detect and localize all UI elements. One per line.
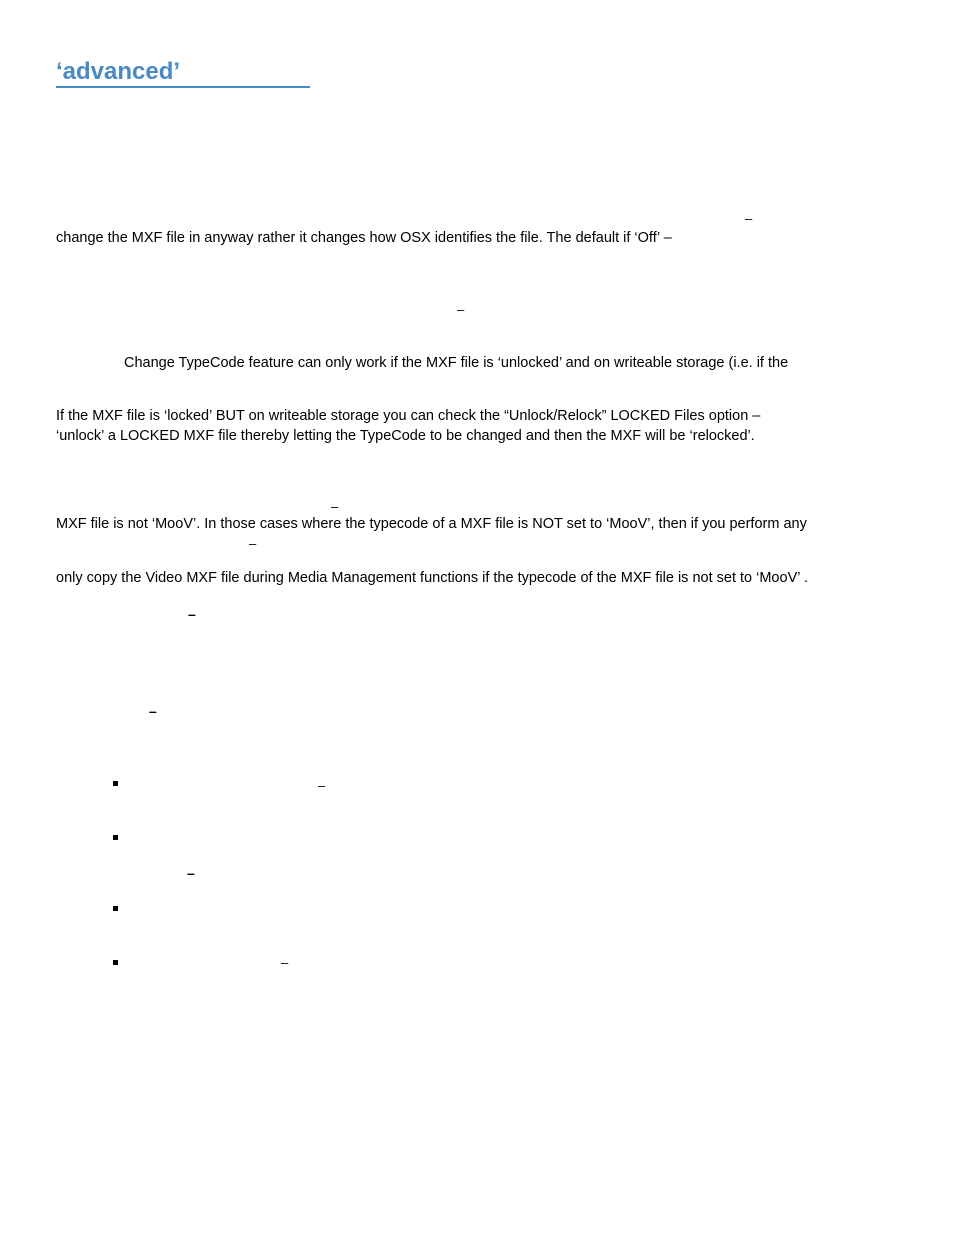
- dash-mark-bold: –: [187, 865, 195, 881]
- dash-mark-bold: –: [188, 606, 196, 622]
- bullet-icon: [113, 781, 118, 786]
- body-line-media-management: only copy the Video MXF file during Media Management functions if the typecode of the MXF file is not set to ‘MooV’ .: [56, 570, 808, 586]
- body-line-typecode-default: change the MXF file in anyway rather it changes how OSX identifies the file. The default if ‘Off’ –: [56, 230, 672, 246]
- bullet-icon: [113, 906, 118, 911]
- dash-mark: –: [457, 302, 465, 317]
- dash-mark: –: [745, 211, 753, 226]
- dash-mark: –: [318, 778, 326, 793]
- dash-mark-bold: –: [149, 703, 157, 719]
- body-line-locked-option: If the MXF file is ‘locked’ BUT on writeable storage you can check the “Unlock/Relock” LOCKED Files option –: [56, 408, 761, 424]
- body-line-relocked: ‘unlock’ a LOCKED MXF file thereby letting the TypeCode to be changed and then the MXF will be ‘relocked’.: [56, 428, 755, 444]
- dash-mark: –: [331, 499, 339, 514]
- body-line-typecode-unlocked: Change TypeCode feature can only work if the MXF file is ‘unlocked’ and on writeable storage (i.e. if the: [124, 355, 789, 371]
- dash-mark: –: [249, 536, 257, 551]
- dash-mark: –: [281, 955, 289, 970]
- section-heading: ‘advanced’: [56, 58, 310, 88]
- body-line-moov-typecode: MXF file is not ‘MooV’. In those cases where the typecode of a MXF file is NOT set to ‘MooV’, then if you perform any: [56, 516, 807, 532]
- bullet-icon: [113, 960, 118, 965]
- bullet-icon: [113, 835, 118, 840]
